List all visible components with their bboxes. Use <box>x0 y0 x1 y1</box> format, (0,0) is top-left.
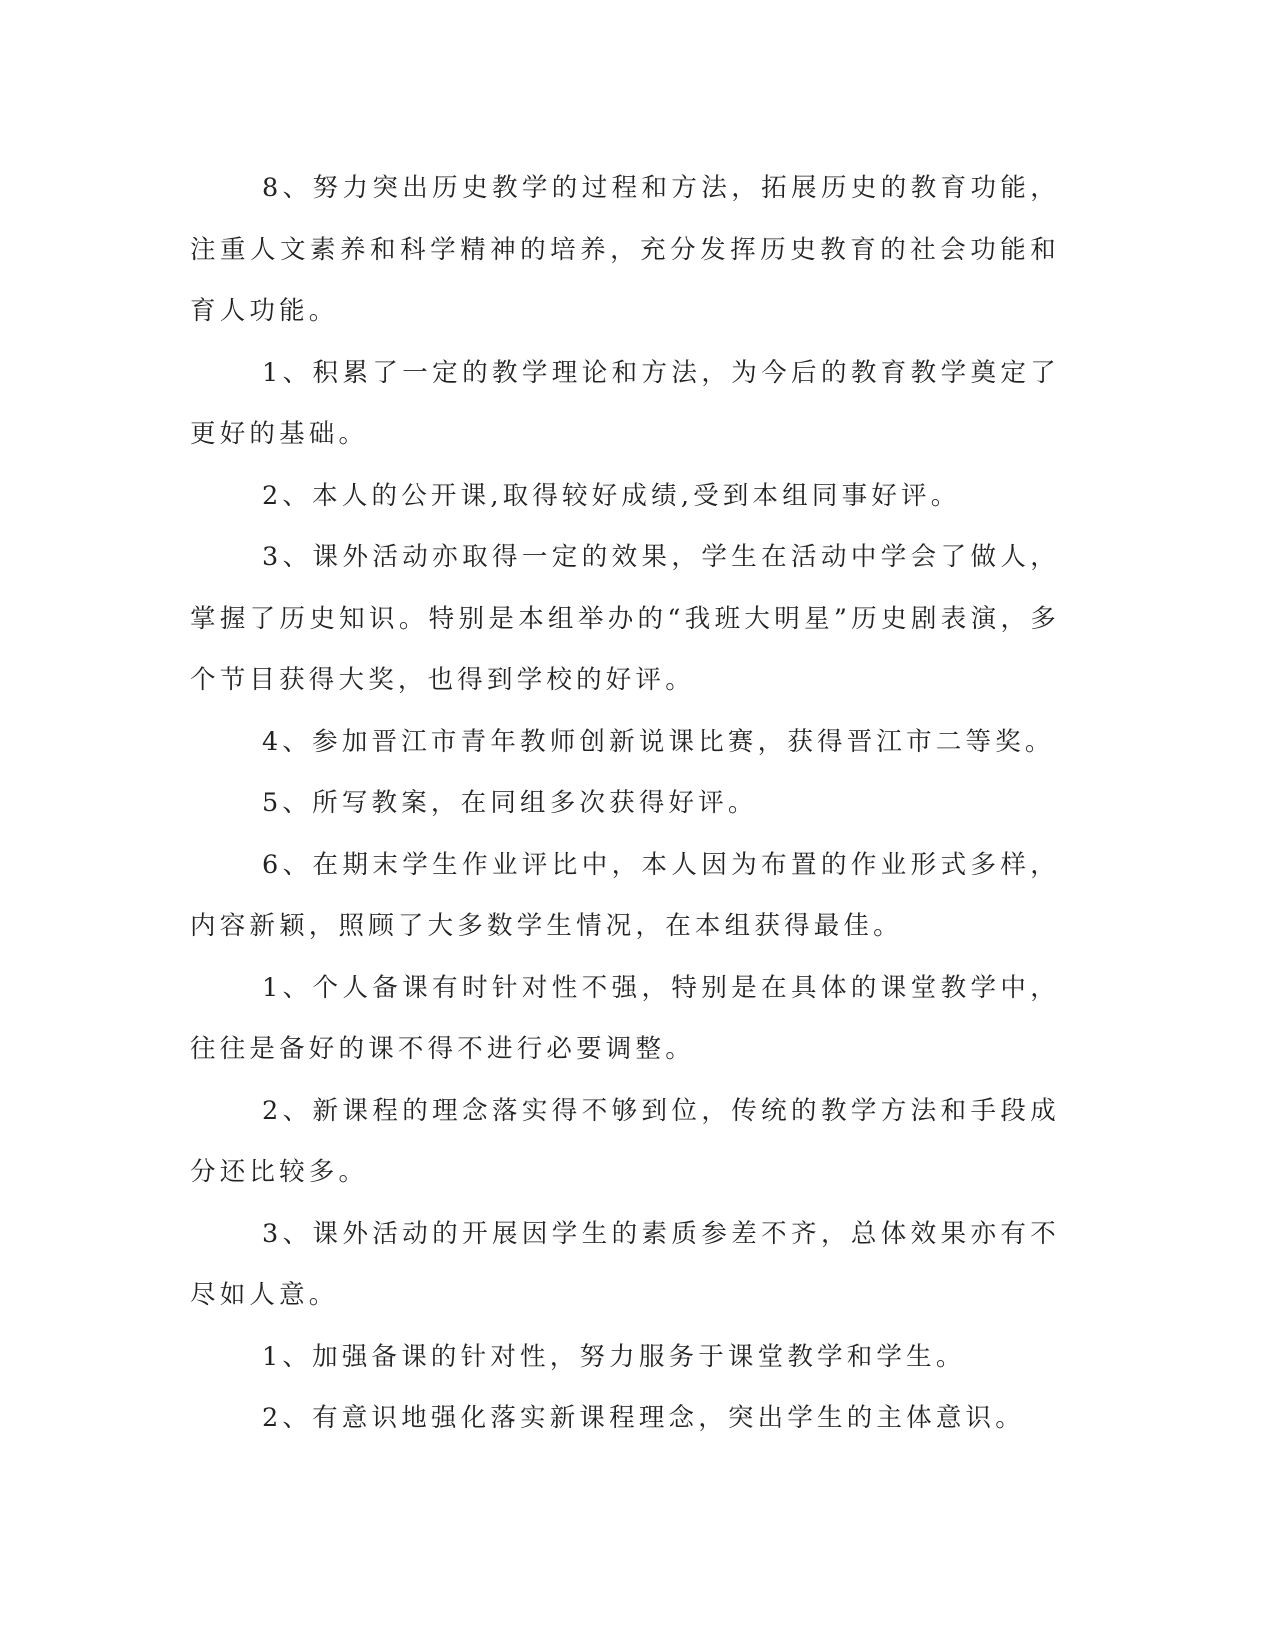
paragraph: 3、课外活动的开展因学生的素质参差不齐，总体效果亦有不尽如人意。 <box>190 1218 1060 1310</box>
paragraph: 2、新课程的理念落实得不够到位，传统的教学方法和手段成分还比较多。 <box>190 1095 1060 1187</box>
paragraph: 1、加强备课的针对性，努力服务于课堂教学和学生。 <box>262 1341 966 1372</box>
paragraph: 5、所写教案，在同组多次获得好评。 <box>262 788 758 818</box>
paragraph: 1、积累了一定的教学理论和方法，为今后的教育教学奠定了更好的基础。 <box>190 357 1060 449</box>
paragraph: 6、在期末学生作业评比中，本人因为布置的作业形式多样，内容新颖，照顾了大多数学生情况，在本组获得最佳。 <box>190 849 1060 941</box>
paragraph: 3、课外活动亦取得一定的效果，学生在活动中学会了做人，掌握了历史知识。特别是本组举办的“我班大明星”历史剧表演，多个节目获得大奖，也得到学校的好评。 <box>190 542 1060 695</box>
paragraph: 1、个人备课有时针对性不强，特别是在具体的课堂教学中，往往是备好的课不得不进行必要调整。 <box>190 972 1060 1064</box>
paragraph: 4、参加晋江市青年教师创新说课比赛，获得晋江市二等奖。 <box>262 726 1055 757</box>
paragraph: 8、努力突出历史教学的过程和方法，拓展历史的教育功能，注重人文素养和科学精神的培养，充分发挥历史教育的社会功能和育人功能。 <box>190 173 1060 326</box>
paragraph: 2、本人的公开课,取得较好成绩,受到本组同事好评。 <box>262 480 961 511</box>
document-body <box>190 158 1060 1450</box>
paragraph: 2、有意识地强化落实新课程理念，突出学生的主体意识。 <box>262 1403 1025 1433</box>
